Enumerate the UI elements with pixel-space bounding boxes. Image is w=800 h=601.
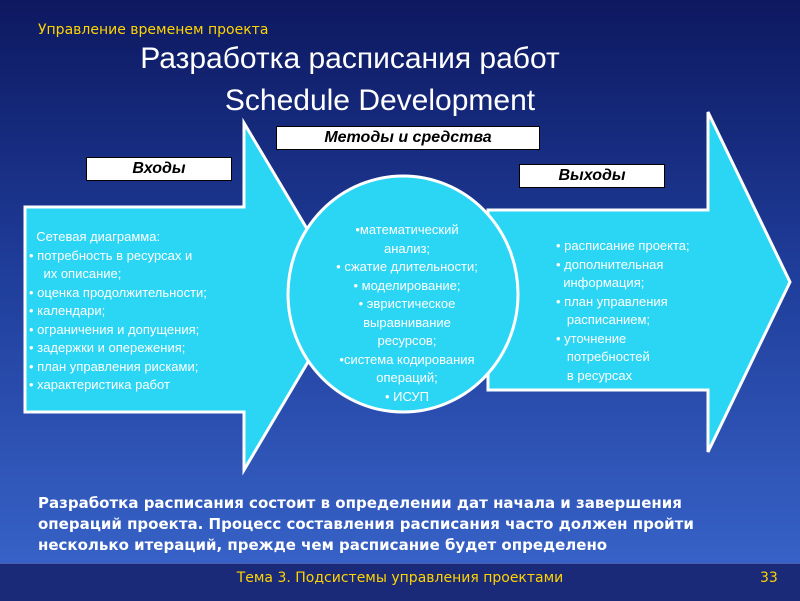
list-item: • задержки и опережения; (29, 340, 186, 355)
list-item: • характеристика работ (29, 377, 170, 392)
list-item: • ИСУП (384, 388, 430, 404)
list-item: ресурсов; (377, 333, 437, 348)
slide-subtitle: Schedule Development (224, 84, 536, 117)
list-item: • дополнительная (556, 256, 664, 272)
list-item: • сжатие длительности; (336, 259, 478, 274)
inputs-list (29, 228, 269, 395)
list-item: • потребность в ресурсах и (29, 247, 193, 263)
description-paragraph: Разработка расписания состоит в определении дат начала и завершения операций проекта. Процесс составления расписания часто должен пройти несколько итераций, прежде чем расписание будет определено (38, 494, 694, 554)
list-item: • план управления рисками; (29, 358, 199, 374)
list-item: • уточнение (556, 330, 627, 346)
inputs-label: Входы (86, 157, 232, 181)
list-item: информация; (556, 275, 645, 290)
list-item: • план управления (556, 293, 668, 309)
footer-text: Тема 3. Подсистемы управления проектами (236, 570, 564, 586)
list-item: • эвристическое (358, 296, 456, 311)
list-item: •система кодирования (339, 351, 475, 367)
list-item: • расписание проекта; (556, 238, 690, 253)
list-item: потребностей (556, 349, 650, 364)
section-label: Управление временем проекта (38, 22, 269, 38)
methods-label: Методы и средства (276, 126, 540, 150)
outputs-list (556, 237, 746, 385)
list-item: в ресурсах (556, 367, 633, 383)
list-item: • моделирование; (353, 277, 461, 293)
list-item: выравнивание (363, 314, 451, 330)
slide-title: Разработка расписания работ (140, 42, 560, 75)
list-item: расписанием; (556, 312, 651, 327)
list-item: анализ; (383, 240, 431, 256)
list-item: операций; (376, 370, 438, 385)
list-item: их описание; (29, 266, 122, 281)
outputs-label: Выходы (519, 164, 665, 188)
list-item: Сетевая диаграмма: (29, 229, 161, 244)
list-item: •математический (355, 222, 459, 237)
page-number: 33 (760, 570, 778, 586)
list-item: • ограничения и допущения; (29, 321, 200, 337)
methods-list (312, 221, 502, 406)
list-item: • оценка продолжительности; (29, 284, 207, 300)
list-item: • календари; (29, 303, 106, 318)
